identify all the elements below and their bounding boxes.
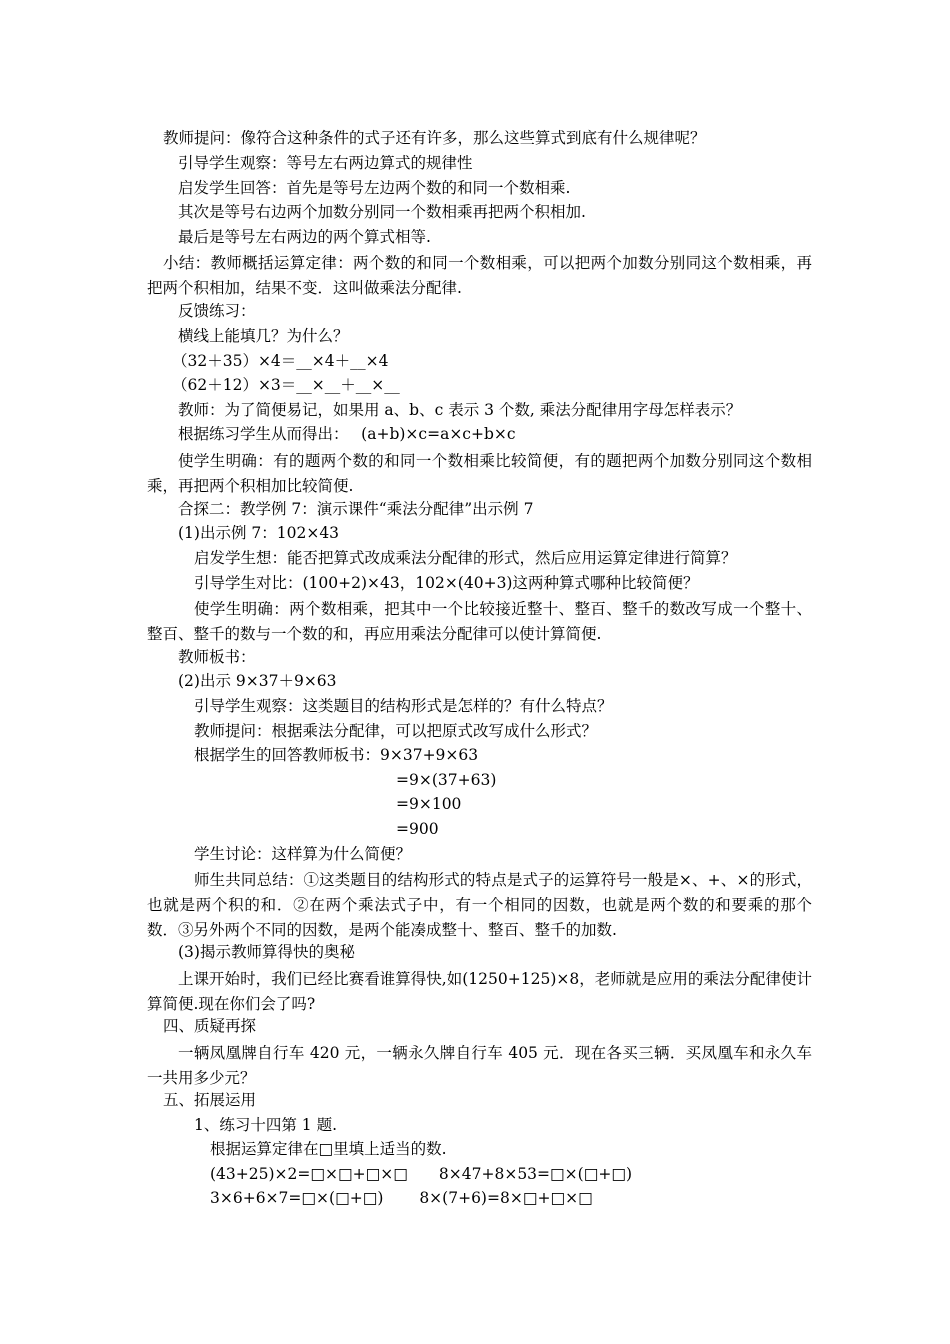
exercise-line: 3×6+6×7=□×(□+□) 8×(7+6)=8×□+□×□ <box>210 1189 593 1207</box>
paragraph: 使学生明确：两个数相乘，把其中一个比较接近整十、整百、整千的数改写成一个整十、整百、整千的数与一个数的和，再应用乘法分配律可以使计算简便. <box>147 600 812 643</box>
paragraph: 师生共同总结：①这类题目的结构形式的特点是式子的运算符号一般是×、+、×的形式，也就是两个积的和．②在两个乘法式子中，有一个相同的因数，也就是两个数的和要乘的那个数．③另外两个不同的因数，是两个能凑成整十、整百、整千的加数. <box>147 871 812 939</box>
section-heading: 五、拓展运用 <box>163 1091 257 1109</box>
section-heading: 四、质疑再探 <box>163 1017 257 1035</box>
formula-line: 根据练习学生从而得出： (a+b)×c=a×c+b×c <box>178 425 516 443</box>
text-line: 1、练习十四第 1 题. <box>194 1116 338 1134</box>
calc-step: =900 <box>396 820 439 838</box>
text-line: 教师：为了简便易记，如果用 a、b、c 表示 3 个数, 乘法分配律用字母怎样表示？ <box>178 401 742 419</box>
exercise-line: （62＋12）×3＝__×__＋__×__ <box>172 376 400 394</box>
summary-paragraph: 小结：教师概括运算定律：两个数的和同一个数相乘，可以把两个加数分别同这个数相乘，再把两个积相加，结果不变．这叫做乘法分配律. <box>147 254 812 297</box>
exercise-line: (43+25)×2=□×□+□×□ 8×47+8×53=□×(□+□) <box>210 1165 633 1183</box>
text-line: 教师提问：像符合这种条件的式子还有许多，那么这些算式到底有什么规律呢？ <box>163 129 706 147</box>
text-line: 启发学生回答：首先是等号左边两个数的和同一个数相乘. <box>178 179 571 197</box>
calc-step: =9×100 <box>396 795 462 813</box>
paragraph: 一辆凤凰牌自行车 420 元，一辆永久牌自行车 405 元．现在各买三辆．买凤凰车和永久车一共用多少元？ <box>147 1044 812 1087</box>
text-line: 学生讨论：这样算为什么简便？ <box>194 845 412 863</box>
section-heading: 合探二：教学例 7：演示课件“乘法分配律”出示例 7 <box>178 500 534 518</box>
example-line: (2)出示 9×37＋9×63 <box>178 672 337 690</box>
paragraph: 上课开始时，我们已经比赛看谁算得快,如(1250+125)×8，老师就是应用的乘法分配律使计算简便.现在你们会了吗? <box>147 970 812 1013</box>
text-line: 横线上能填几？为什么？ <box>178 327 349 345</box>
example-line: (1)出示例 7：102×43 <box>178 524 340 542</box>
text-line: 引导学生观察：这类题目的结构形式是怎样的？有什么特点？ <box>194 697 613 715</box>
paragraph: 使学生明确：有的题两个数的和同一个数相乘比较简便，有的题把两个加数分别同这个数相乘，再把两个积相加比较简便. <box>147 452 812 495</box>
calc-step: =9×(37+63) <box>396 771 497 789</box>
text-line: (3)揭示教师算得快的奥秘 <box>178 943 355 961</box>
text-line: 引导学生对比：(100+2)×43，102×(40+3)这两种算式哪种比较简便？ <box>194 574 699 592</box>
text-line: 根据学生的回答教师板书：9×37+9×63 <box>194 746 479 764</box>
text-line: 根据运算定律在□里填上适当的数. <box>210 1140 447 1158</box>
text-line: 其次是等号右边两个加数分别同一个数相乘再把两个积相加. <box>178 203 586 221</box>
text-line: 教师板书： <box>178 648 256 666</box>
text-line: 引导学生观察：等号左右两边算式的规律性 <box>178 154 473 172</box>
text-line: 教师提问：根据乘法分配律，可以把原式改写成什么形式？ <box>194 722 598 740</box>
text-line: 反馈练习： <box>178 302 256 320</box>
text-line: 启发学生想：能否把算式改成乘法分配律的形式，然后应用运算定律进行简算？ <box>194 549 737 567</box>
exercise-line: （32＋35）×4＝__×4＋__×4 <box>172 352 389 370</box>
text-line: 最后是等号左右两边的两个算式相等. <box>178 228 431 246</box>
